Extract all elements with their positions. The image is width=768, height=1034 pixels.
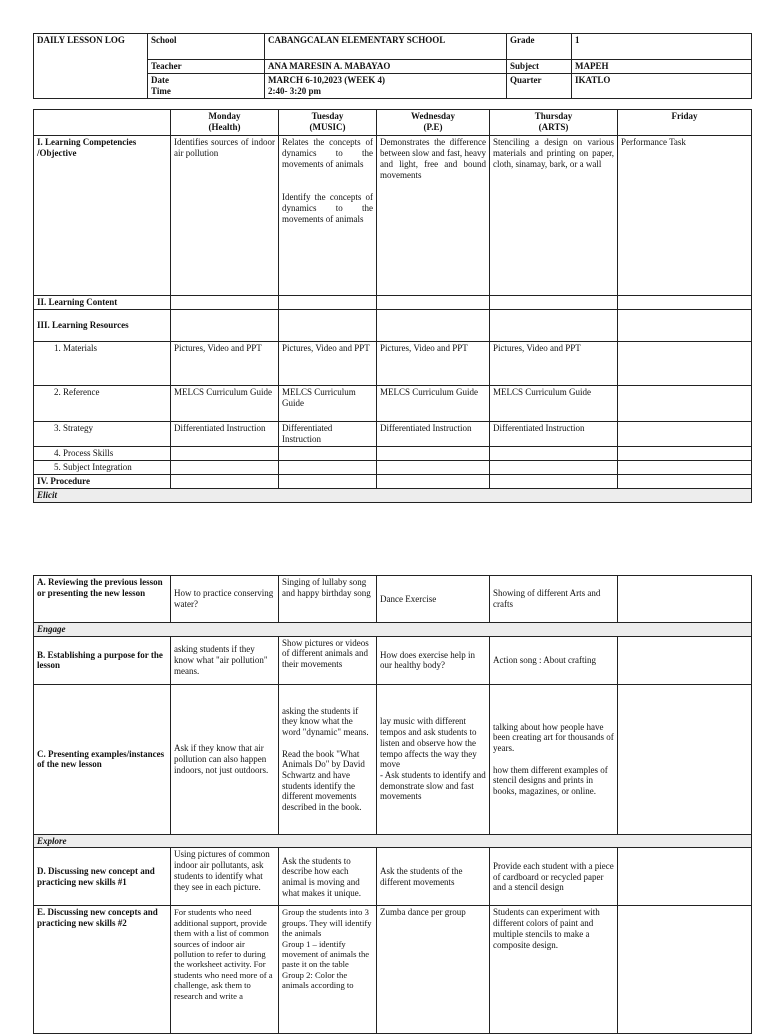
competencies-tuesday [279, 136, 377, 296]
strategy-monday: Differentiated Instruction [171, 422, 279, 447]
procedure-label: IV. Procedure [34, 475, 171, 489]
row-b [34, 636, 752, 684]
competencies-row [34, 136, 752, 296]
row-e-tuesday-3: Group 2: Color the animals according to [282, 969, 354, 991]
wednesday-area: (P.E) [423, 122, 443, 132]
grade-value: 1 [572, 34, 752, 60]
row-e-tuesday-2: Group 1 – identify movement of animals the paste it on the table [282, 938, 370, 970]
reference-row [34, 386, 752, 422]
row-d-thursday: Provide each student with a piece of cardboard or recycled paper and a stencil design [490, 848, 618, 906]
competencies-thursday: Stenciling a design on various materials and printing on paper, cloth, sinamay, bark, or a wall [490, 136, 618, 296]
competencies-wednesday: Demonstrates the difference between slow and fast, heavy and light, free and bound movements [377, 136, 490, 296]
row-c-wednesday [377, 684, 490, 834]
wednesday-header [377, 110, 490, 136]
thursday-day: Thursday [534, 111, 573, 121]
date-value: MARCH 6-10,2023 (WEEK 4) [268, 75, 385, 85]
competencies-tuesday-2: Identify the concepts of dynamics to the movements of animals [282, 192, 373, 224]
materials-thursday: Pictures, Video and PPT [490, 342, 618, 386]
row-e-thursday: Students can experiment with different colors of paint and multiple stencils to make a composite design. [490, 906, 618, 1034]
row-c [34, 684, 752, 834]
thursday-header [490, 110, 618, 136]
row-d-label: D. Discussing new concept and practicing new skills #1 [34, 848, 171, 906]
date-label: Date [151, 75, 169, 85]
row-e-monday: For students who need additional support, provide them with a list of common sources of indoor air pollution to refer to during the worksheet activity. For students who need more of a challenge, ask them to research and write a [171, 906, 279, 1034]
row-e [34, 906, 752, 1034]
process-label: 4. Process Skills [34, 447, 171, 461]
materials-monday: Pictures, Video and PPT [171, 342, 279, 386]
competencies-label: I. Learning Competencies /Objective [34, 136, 171, 296]
procedure-row [34, 475, 752, 489]
doc-title: DAILY LESSON LOG [34, 34, 148, 99]
friday-header [618, 110, 752, 136]
resources-label: III. Learning Resources [34, 310, 171, 342]
school-label: School [148, 34, 265, 60]
row-e-label: E. Discussing new concepts and practicing new skills #2 [34, 906, 171, 1034]
strategy-label: 3. Strategy [34, 422, 171, 447]
row-c-thursday-1: talking about how people have been creating art for thousands of years. [493, 721, 614, 754]
row-e-tuesday-1: Group the students into 3 groups. They will identify the animals [282, 907, 372, 939]
lesson-table-page2 [33, 575, 752, 1034]
row-c-tuesday-2: Read the book "What Animals Do" by David Schwartz and have students identify the different movements described in the book. [282, 748, 365, 813]
row-b-thursday: Action song : About crafting [490, 636, 618, 684]
monday-day: Monday [208, 111, 241, 121]
row-c-tuesday [279, 684, 377, 834]
quarter-label: Quarter [507, 74, 572, 99]
competencies-friday: Performance Task [618, 136, 752, 296]
thursday-area: (ARTS) [538, 122, 569, 132]
tuesday-day: Tuesday [311, 111, 344, 121]
row-a-thursday: Showing of different Arts and crafts [490, 576, 618, 623]
process-row [34, 447, 752, 461]
integration-row [34, 461, 752, 475]
wednesday-day: Wednesday [410, 111, 455, 121]
explore-row [34, 834, 752, 848]
materials-label: 1. Materials [34, 342, 171, 386]
content-label: II. Learning Content [34, 296, 171, 310]
blank-header-cell [34, 110, 171, 136]
integration-label: 5. Subject Integration [34, 461, 171, 475]
row-c-wednesday-1: lay music with different tempos and ask students to listen and observe how the tempo affects the way they move [380, 716, 477, 770]
grade-label: Grade [507, 34, 572, 60]
reference-wednesday: MELCS Curriculum Guide [377, 386, 490, 422]
engage-row [34, 623, 752, 637]
row-a [34, 576, 752, 623]
row-c-thursday-2: how them different examples of stencil designs and prints in books, magazines, or online. [493, 764, 608, 796]
quarter-value: IKATLO [572, 74, 752, 99]
header-table [33, 33, 752, 99]
tuesday-area: (MUSIC) [309, 122, 346, 132]
row-b-label: B. Establishing a purpose for the lesson [34, 636, 171, 684]
engage-label: Engage [34, 623, 752, 637]
competencies-monday: Identifies sources of indoor air pollution [171, 136, 279, 296]
explore-label: Explore [34, 834, 752, 848]
school-value: CABANGCALAN ELEMENTARY SCHOOL [265, 34, 507, 60]
row-b-monday: asking students if they know what "air pollution" means. [171, 636, 279, 684]
row-b-tuesday: Show pictures or videos of different animals and their movements [279, 636, 377, 684]
reference-tuesday: MELCS Curriculum Guide [279, 386, 377, 422]
teacher-value: ANA MARESIN A. MABAYAO [265, 60, 507, 74]
friday-day: Friday [671, 111, 698, 121]
row-c-wednesday-2: - Ask students to identify and demonstrate slow and fast movements [380, 769, 486, 802]
row-d [34, 848, 752, 906]
competencies-tuesday-1: Relates the concepts of dynamics to the movements of animals [282, 137, 373, 169]
row-c-tuesday-1: asking the students if they know what the word "dynamic" means. [282, 705, 369, 738]
lesson-table-page1 [33, 109, 752, 503]
materials-row [34, 342, 752, 386]
row-a-label: A. Reviewing the previous lesson or presenting the new lesson [34, 576, 171, 623]
date-time-value [265, 74, 507, 99]
row-c-monday: Ask if they know that air pollution can also happen indoors, not just outdoors. [171, 684, 279, 834]
strategy-wednesday: Differentiated Instruction [377, 422, 490, 447]
row-d-tuesday: Ask the students to describe how each animal is moving and what makes it unique. [279, 848, 377, 906]
time-label: Time [151, 86, 171, 96]
content-row [34, 296, 752, 310]
row-e-tuesday [279, 906, 377, 1034]
row-a-wednesday: Dance Exercise [377, 576, 490, 623]
reference-monday: MELCS Curriculum Guide [171, 386, 279, 422]
materials-tuesday: Pictures, Video and PPT [279, 342, 377, 386]
row-e-wednesday: Zumba dance per group [377, 906, 490, 1034]
row-a-tuesday: Singing of lullaby song and happy birthday song [279, 576, 377, 623]
strategy-row [34, 422, 752, 447]
materials-wednesday: Pictures, Video and PPT [377, 342, 490, 386]
elicit-label: Elicit [34, 489, 752, 503]
strategy-tuesday: Differentiated Instruction [279, 422, 377, 447]
date-time-label [148, 74, 265, 99]
row-d-wednesday: Ask the students of the different movements [377, 848, 490, 906]
row-b-wednesday: How does exercise help in our healthy body? [377, 636, 490, 684]
time-value: 2:40- 3:20 pm [268, 86, 321, 96]
reference-thursday: MELCS Curriculum Guide [490, 386, 618, 422]
row-c-label: C. Presenting examples/instances of the new lesson [34, 684, 171, 834]
subject-value: MAPEH [572, 60, 752, 74]
monday-header [171, 110, 279, 136]
row-c-thursday [490, 684, 618, 834]
teacher-label: Teacher [148, 60, 265, 74]
row-a-monday: How to practice conserving water? [171, 576, 279, 623]
elicit-row [34, 489, 752, 503]
row-d-monday: Using pictures of common indoor air pollutants, ask students to identify what they see in each picture. [171, 848, 279, 906]
monday-area: (Health) [208, 122, 241, 132]
subject-label: Subject [507, 60, 572, 74]
tuesday-header [279, 110, 377, 136]
day-header-row [34, 110, 752, 136]
reference-label: 2. Reference [34, 386, 171, 422]
strategy-thursday: Differentiated Instruction [490, 422, 618, 447]
resources-row [34, 310, 752, 342]
